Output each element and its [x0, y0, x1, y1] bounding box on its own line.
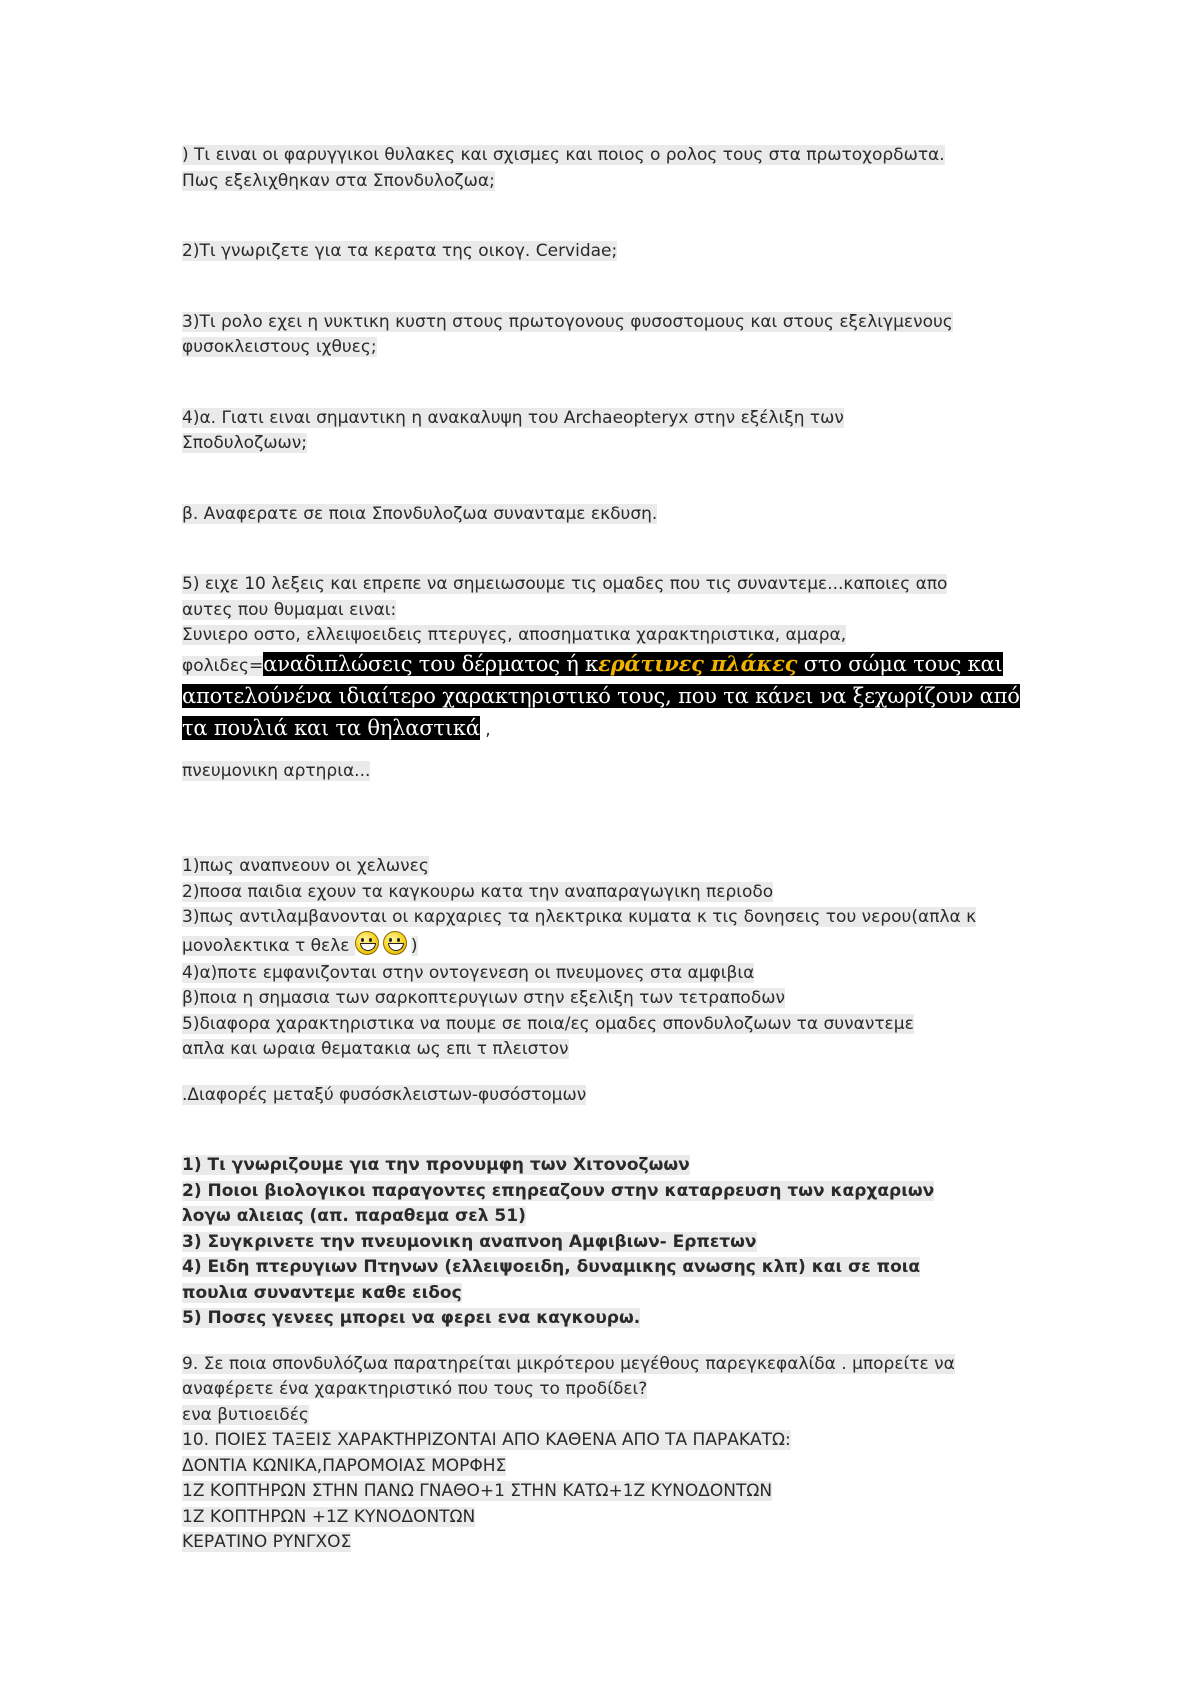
- text-line: Συνιερο οστο, ελλειψοειδεις πτερυγες, αποσηματικα χαρακτηριστικα, αμαρα,: [182, 625, 847, 645]
- differences-line: [182, 1083, 1042, 1109]
- text-line: πνευμονικη αρτηρια...: [182, 760, 371, 781]
- text-line: ) Τι ειναι οι φαρυγγικοι θυλακες και σχισμες και ποιος ο ρολος τους στα πρωτοχορδωτα.: [182, 145, 945, 165]
- question-1: [182, 143, 1042, 194]
- quote-highlight: εράτινες πλάκες: [598, 650, 798, 676]
- text-line: αναφέρετε ένα χαρακτηριστικό που τους το προδίδει?: [182, 1379, 648, 1399]
- text-line: 5) ειχε 10 λεξεις και επρεπε να σημειωσουμε τις ομαδες που τις συναντεμε...καποιες απο: [182, 574, 948, 594]
- text-line: 1Ζ ΚΟΠΤΗΡΩΝ ΣΤΗΝ ΠΑΝΩ ΓΝΑΘΟ+1 ΣΤΗΝ ΚΑΤΩ+1Ζ ΚΥΝΟΔΟΝΤΩΝ: [182, 1481, 773, 1501]
- list-item: πουλια συναντεμε καθε ειδος: [182, 1282, 462, 1303]
- list-item: 2)ποσα παιδια εχουν τα καγκουρω κατα την αναπαραγωγικη περιοδο: [182, 881, 774, 902]
- text-line: 9. Σε ποια σπονδυλόζωα παρατηρείται μικρότερου μεγέθους παρεγκεφαλίδα . μπορείτε να: [182, 1353, 955, 1374]
- text-line: 3)Τι ρολο εχει η νυκτικη κυστη στους πρωτογονους φυσοστομους και στους εξελιγμενους: [182, 311, 953, 332]
- text-line: φυσοκλειστους ιχθυες;: [182, 337, 377, 357]
- list-item: 3) Συγκρινετε την πνευμονικη αναπνοη Αμφιβιων- Ερπετων: [182, 1231, 757, 1252]
- text-line: β. Αναφερατε σε ποια Σπονδυλοζωα συνανταμε εκδυση.: [182, 503, 658, 524]
- question-4b: [182, 502, 1042, 528]
- question-5: [182, 572, 1042, 784]
- list-item: 5) Ποσες γενεες μπορει να φερει ενα καγκουρω.: [182, 1308, 641, 1328]
- question-3: [182, 310, 1042, 361]
- list-item: λογω αλιειας (απ. παραθεμα σελ 51): [182, 1206, 526, 1226]
- text-line: φολιδες=: [182, 655, 264, 676]
- text-line: ΔΟΝΤΙΑ ΚΩΝΙΚΑ,ΠΑΡΟΜΟΙΑΣ ΜΟΡΦΗΣ: [182, 1455, 507, 1476]
- smiley-icon: [383, 931, 407, 955]
- text-line: ΚΕΡΑΤΙΝΟ ΡΥΝΓΧΟΣ: [182, 1532, 352, 1552]
- list-item: 5)διαφορα χαρακτηριστικα να πουμε σε ποια/ες ομαδες σπονδυλοζωων τα συναντεμε: [182, 1013, 914, 1034]
- pasted-quote: [263, 652, 1002, 676]
- text-line: Πως εξελιχθηκαν στα Σπονδυλοζωα;: [182, 170, 495, 191]
- text-line: αυτες που θυμαμαι ειναι:: [182, 599, 397, 620]
- list-item: 1)πως αναπνεουν οι χελωνες: [182, 856, 429, 876]
- text-line: 1Ζ ΚΟΠΤΗΡΩΝ +1Ζ ΚΥΝΟΔΟΝΤΩΝ: [182, 1506, 476, 1527]
- question-4a: [182, 406, 1042, 457]
- question-9: [182, 1352, 1042, 1429]
- bold-question-set: [182, 1153, 1042, 1332]
- list-item: 3)πως αντιλαμβανονται οι καρχαριες τα ηλεκτρικα κυματα κ τις δονησεις του νερου(απλα κ: [182, 907, 977, 927]
- list-item: απλα και ωραια θεματακια ως επι τ πλειστον: [182, 1039, 569, 1059]
- list-item: μονολεκτικα τ θελε: [182, 935, 355, 956]
- quote-text: αναδιπλώσεις του δέρματος ή κ: [263, 651, 599, 676]
- question-10: [182, 1428, 1042, 1556]
- text-line: ,: [479, 719, 491, 740]
- text-line: Σποδυλοζωων;: [182, 433, 308, 453]
- question-set-2: [182, 854, 1042, 1063]
- question-2: [182, 239, 1042, 265]
- text-line: ): [410, 935, 418, 956]
- text-line: ενα βυτιοειδές: [182, 1404, 309, 1425]
- quote-text: τα πουλιά και τα θηλαστικά: [182, 715, 480, 740]
- list-item: 2) Ποιοι βιολογικοι παραγοντες επηρεαζουν στην καταρρευση των καρχαριων: [182, 1180, 935, 1201]
- smiley-icon: [355, 931, 379, 955]
- list-item: β)ποια η σημασια των σαρκοπτερυγιων στην εξελιξη των τετραποδων: [182, 988, 785, 1008]
- list-item: 1) Τι γνωριζουμε για την προνυμφη των Χιτονοζωων: [182, 1155, 690, 1175]
- text-line: 2)Τι γνωριζετε για τα κερατα της οικογ. Cervidae;: [182, 241, 618, 261]
- text-line: 10. ΠΟΙΕΣ ΤΑΞΕΙΣ ΧΑΡΑΚΤΗΡΙΖΟΝΤΑΙ ΑΠΟ ΚΑΘΕΝΑ ΑΠΟ ΤΑ ΠΑΡΑΚΑΤΩ:: [182, 1430, 791, 1450]
- quote-text: αποτελούνένα ιδιαίτερο χαρακτηριστικό τους, που τα κάνει να ξεχωρίζουν από: [182, 683, 1020, 708]
- list-item: 4) Ειδη πτερυγιων Πτηνων (ελλειψοειδη, δυναμικης ανωσης κλπ) και σε ποια: [182, 1257, 921, 1277]
- text-line: 4)α. Γιατι ειναι σημαντικη η ανακαλυψη του Archaeopteryx στην εξέλιξη των: [182, 407, 844, 428]
- quote-text: στο σώμα τους και: [797, 651, 1003, 676]
- list-item: 4)α)ποτε εμφανιζονται στην οντογενεση οι πνευμονες στα αμφιβια: [182, 962, 755, 983]
- document-body: [182, 143, 1042, 1556]
- text-line: .Διαφορές μεταξύ φυσόσκλειστων-φυσόστομων: [182, 1084, 587, 1105]
